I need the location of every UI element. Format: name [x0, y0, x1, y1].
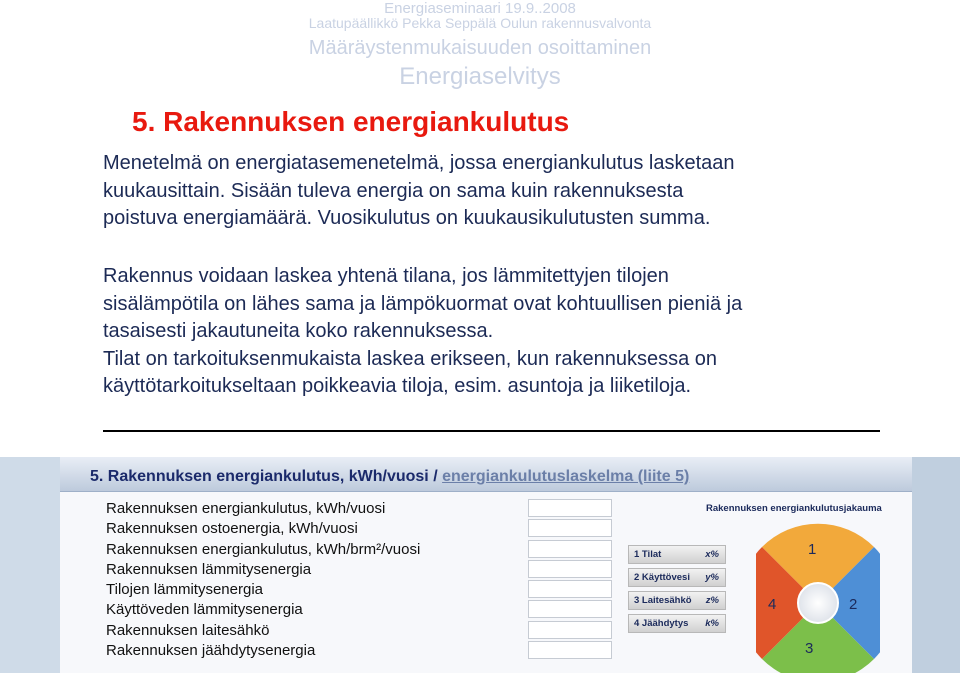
form-title-text: 5. Rakennuksen energiankulutus, kWh/vuosi — [90, 468, 429, 485]
text-line: käyttötarkoitukseltaan poikkeavia tiloja, esim. asuntoja ja liiketiloja. — [103, 375, 692, 397]
heating-energy-input[interactable] — [528, 560, 612, 578]
legend-value: z% — [705, 595, 719, 606]
legend-value: y% — [705, 572, 719, 583]
field-label-space-heating: Tilojen lämmitysenergia — [106, 581, 264, 599]
method-paragraph — [103, 150, 903, 233]
field-label-heating-energy: Rakennuksen lämmitysenergia — [106, 560, 312, 578]
slide-subtopic: Energiaselvitys — [399, 63, 561, 90]
slide-topic: Määräystenmukaisuuden osoittaminen — [308, 37, 652, 59]
legend-name: 2 Käyttövesi — [634, 572, 690, 583]
form-title — [90, 468, 689, 486]
form-screenshot — [0, 457, 960, 673]
window-frame-left — [0, 457, 60, 673]
text-line: Tilat on tarkoituksenmukaista laskea erikseen, kun rakennuksessa on — [103, 347, 718, 370]
legend-item-tilat — [628, 545, 726, 564]
text-line: kuukausittain. Sisään tuleva energia on sama kuin rakennuksesta — [103, 179, 684, 202]
form-header — [60, 457, 912, 492]
legend-name: 1 Tilat — [634, 549, 662, 560]
purchased-energy-input[interactable] — [528, 519, 612, 537]
wheel-label-2: 2 — [849, 596, 858, 613]
zoning-paragraph — [103, 263, 903, 401]
text-line: tasaisesti jakautuneita koko rakennuksessa. — [103, 320, 494, 342]
text-line: poistuva energiamäärä. Vuosikulutus on kuukausikulutusten summa. — [103, 207, 711, 229]
legend-value: x% — [705, 549, 719, 560]
legend-name: 3 Laitesähkö — [634, 595, 692, 606]
field-inputs — [528, 499, 612, 661]
section-title: 5. Rakennuksen energiankulutus — [132, 106, 570, 137]
field-label-appliance-electricity: Rakennuksen laitesähkö — [106, 621, 270, 639]
legend-value: k% — [705, 618, 719, 629]
text-line: Rakennus voidaan laskea yhtenä tilana, jos lämmitettyjen tilojen — [103, 265, 669, 287]
distribution-wheel — [756, 517, 880, 673]
divider-line — [103, 430, 880, 432]
space-heating-input[interactable] — [528, 580, 612, 598]
text-line: Menetelmä on energiatasemenetelmä, jossa energiankulutus lasketaan — [103, 152, 735, 174]
appliance-electricity-input[interactable] — [528, 621, 612, 639]
energy-form — [60, 457, 912, 673]
field-label-purchased-energy: Rakennuksen ostoenergia, kWh/vuosi — [106, 520, 358, 538]
legend-item-kayttovesi — [628, 568, 726, 587]
field-label-total-consumption: Rakennuksen energiankulutus, kWh/vuosi — [106, 500, 386, 517]
total-consumption-input[interactable] — [528, 499, 612, 517]
wheel-label-3: 3 — [805, 640, 814, 657]
text-line: sisälämpötila on lähes sama ja lämpökuormat ovat kohtuullisen pieniä ja — [103, 292, 743, 315]
wheel-label-1: 1 — [808, 541, 817, 558]
seminar-title: Energiaseminaari 19.9..2008 — [384, 0, 576, 17]
presenter-line: Laatupäällikkö Pekka Seppälä Oulun rakennusvalvonta — [308, 15, 652, 31]
distribution-legend — [628, 545, 726, 637]
title-separator: / — [428, 468, 443, 485]
wheel-label-4: 4 — [768, 596, 777, 613]
cooling-energy-input[interactable] — [528, 641, 612, 659]
legend-item-laitesahko — [628, 591, 726, 610]
wheel-hub — [798, 583, 838, 623]
field-label-consumption-per-brm2: Rakennuksen energiankulutus, kWh/brm²/vuosi — [106, 540, 421, 558]
distribution-title: Rakennuksen energiankulutusjakauma — [706, 503, 882, 514]
field-label-hot-water: Käyttöveden lämmitysenergia — [106, 601, 303, 619]
window-frame-right — [912, 457, 960, 673]
field-label-cooling-energy: Rakennuksen jäähdytysenergia — [106, 642, 316, 660]
consumption-per-brm2-input[interactable] — [528, 540, 612, 558]
hot-water-input[interactable] — [528, 600, 612, 618]
field-labels — [106, 499, 420, 661]
appendix-link[interactable]: energiankulutuslaskelma (liite 5) — [442, 468, 690, 485]
legend-item-jaahdytys — [628, 614, 726, 633]
legend-name: 4 Jäähdytys — [634, 618, 689, 629]
